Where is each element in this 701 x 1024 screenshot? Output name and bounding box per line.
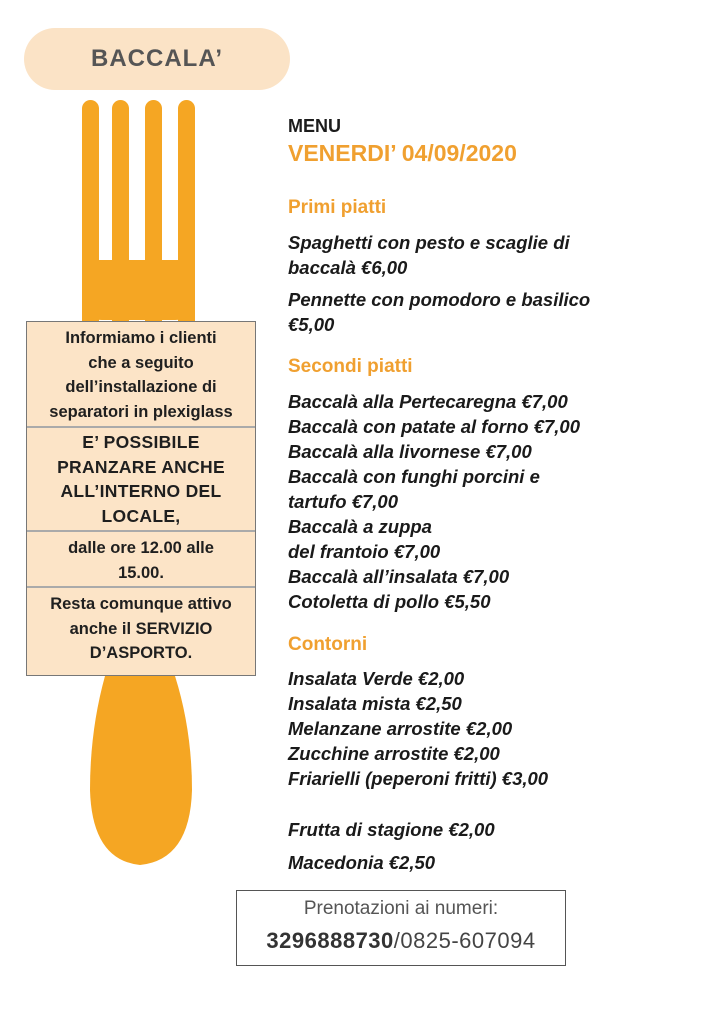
menu-item: Baccalà con patate al forno €7,00 xyxy=(288,416,581,437)
notice-box xyxy=(26,321,256,676)
menu-item: del frantoio €7,00 xyxy=(288,541,441,562)
menu-label: MENU xyxy=(288,116,341,136)
menu-item: Pennette con pomodoro e basilico xyxy=(288,289,591,310)
menu-item: Cotoletta di pollo €5,50 xyxy=(288,591,491,612)
section-title-secondi: Secondi piatti xyxy=(288,356,413,377)
phone-numbers xyxy=(237,928,565,954)
menu-header xyxy=(288,116,688,167)
menu-item: Baccalà all’insalata €7,00 xyxy=(288,566,510,587)
menu-item: Baccalà con funghi porcini e xyxy=(288,466,540,487)
divider xyxy=(27,426,255,428)
divider xyxy=(27,530,255,532)
page-title: BACCALA’ xyxy=(91,45,223,72)
phone-number-mobile: 3296888730 xyxy=(266,928,394,953)
notice-paragraph-3: dalle ore 12.00 alle 15.00. xyxy=(68,539,214,582)
menu-item: Friarielli (peperoni fritti) €3,00 xyxy=(288,768,549,789)
title-banner xyxy=(24,28,290,90)
menu-item: Baccalà alla livornese €7,00 xyxy=(288,441,532,462)
section-title-contorni: Contorni xyxy=(288,634,368,655)
menu-item: Insalata mista €2,50 xyxy=(288,693,462,714)
menu-item: Insalata Verde €2,00 xyxy=(288,668,465,689)
menu-item: €5,00 xyxy=(288,314,335,335)
notice-paragraph-2: E’ POSSIBILE PRANZARE ANCHE ALL’INTERNO DEL LOCALE, xyxy=(57,432,225,526)
menu-item: Zucchine arrostite €2,00 xyxy=(288,743,500,764)
menu-item: baccalà €6,00 xyxy=(288,257,408,278)
menu-item: Melanzane arrostite €2,00 xyxy=(288,718,513,739)
reservation-label: Prenotazioni ai numeri: xyxy=(303,898,499,919)
menu-item: Frutta di stagione €2,00 xyxy=(288,819,495,840)
section-title-primi: Primi piatti xyxy=(288,197,387,218)
divider xyxy=(27,586,255,588)
menu-item: tartufo €7,00 xyxy=(288,491,399,512)
menu-item: Baccalà alla Pertecaregna €7,00 xyxy=(288,391,568,412)
menu-date: VENERDI’ 04/09/2020 xyxy=(288,140,517,166)
menu-item: Macedonia €2,50 xyxy=(288,852,436,873)
reservation-box xyxy=(236,890,566,966)
notice-paragraph-4: Resta comunque attivo anche il SERVIZIO D’ASPORTO. xyxy=(50,595,232,662)
notice-paragraph-1: Informiamo i clienti che a seguito dell’installazione di separatori in plexiglass xyxy=(49,329,233,421)
phone-number-landline: /0825-607094 xyxy=(393,928,536,953)
menu-item: Baccalà a zuppa xyxy=(288,516,432,537)
menu-item: Spaghetti con pesto e scaglie di xyxy=(288,232,570,253)
